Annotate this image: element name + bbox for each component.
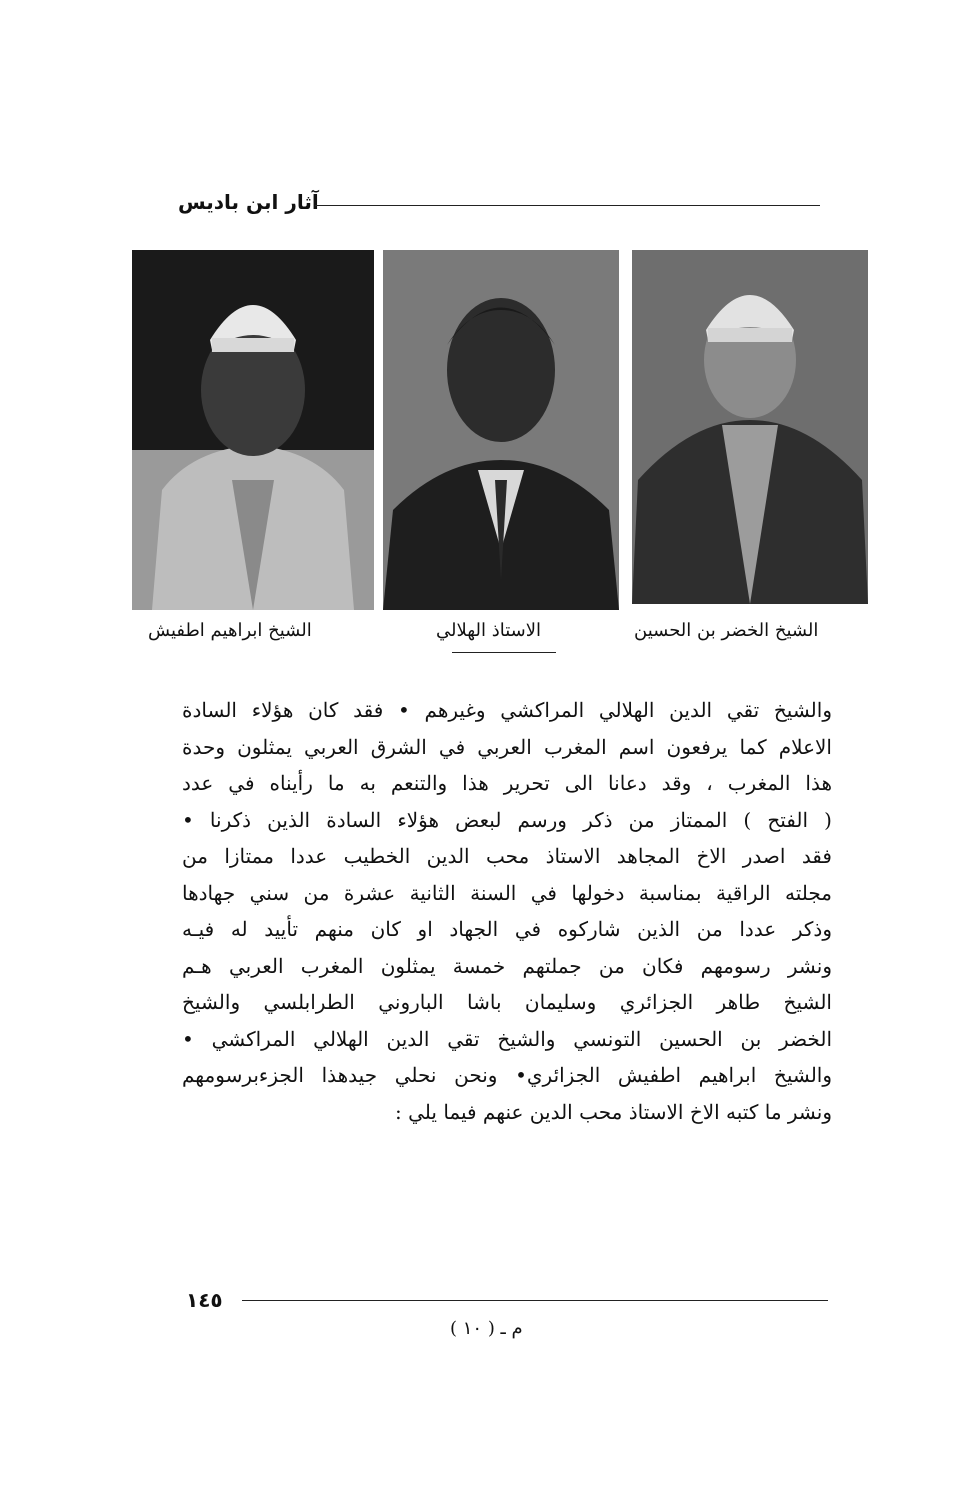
text-line: ونشر رسومهم فكان من جملتهم خمسة يمثلون المغرب العربي هـم [182,953,832,978]
text-line: والشيخ تقي الدين الهلالي المراكشي وغيرهم • فقد كان هؤلاء السادة [182,698,832,722]
text-line: والشيخ ابراهيم اطفيش الجزائري• ونحن نحلي جيدهذا الجزءبرسومهم [182,1063,832,1087]
book-title: آثار ابن باديس [178,190,319,214]
text-line: الاعلام كما يرفعون اسم المغرب العربي في الشرق العربي يمثلون وحدة [182,734,832,759]
caption-al-hilali: الاستاذ الهلالي [436,620,542,641]
text-line: هذا المغرب ، وقد دعانا الى تحرير هذا والتنعم به ما رأيناه في عدد [182,771,832,795]
body-paragraph [182,692,832,1130]
header-rule [315,205,820,206]
text-line: ( الفتح ) الممتاز من ذكر ورسم لبعض هؤلاء السادة الذين ذكرنا • [182,807,832,832]
text-line: مجلته الراقية بمناسبة دخولها في السنة الثانية عشرة من سني جهادها [182,880,832,905]
text-line: الخضر بن الحسين التونسي والشيخ تقي الدين الهلالي المراكشي • [182,1026,832,1051]
page-number: ١٤٥ [186,1288,223,1312]
caption-al-khidr: الشيخ الخضر بن الحسين [634,620,819,641]
text-line: ونشر ما كتبه الاخ الاستاذ محب الدين عنهم فيما يلي : [395,1099,832,1124]
photo-al-hilali [383,250,619,610]
caption-ibrahim-atfayyish: الشيخ ابراهيم اطفيش [148,620,312,641]
photo-al-khidr-ibn-al-husayn [632,250,868,604]
text-line: فقد اصدر الاخ المجاهد الاستاذ محب الدين الخطيب عددا ممتازا من [182,844,832,868]
text-line: وذكر عددا من الذين شاركوه في الجهاد او كان منهم تأييد له فيـه [182,917,832,941]
footer-rule [242,1300,828,1301]
printer-signature: م ـ ( ١٠ ) [450,1318,523,1339]
text-line: الشيخ طاهر الجزائري وسليمان باشا الباروني الطرابلسي والشيخ [182,990,832,1014]
photo-ibrahim-atfayyish [132,250,374,610]
caption-underline [452,652,556,653]
